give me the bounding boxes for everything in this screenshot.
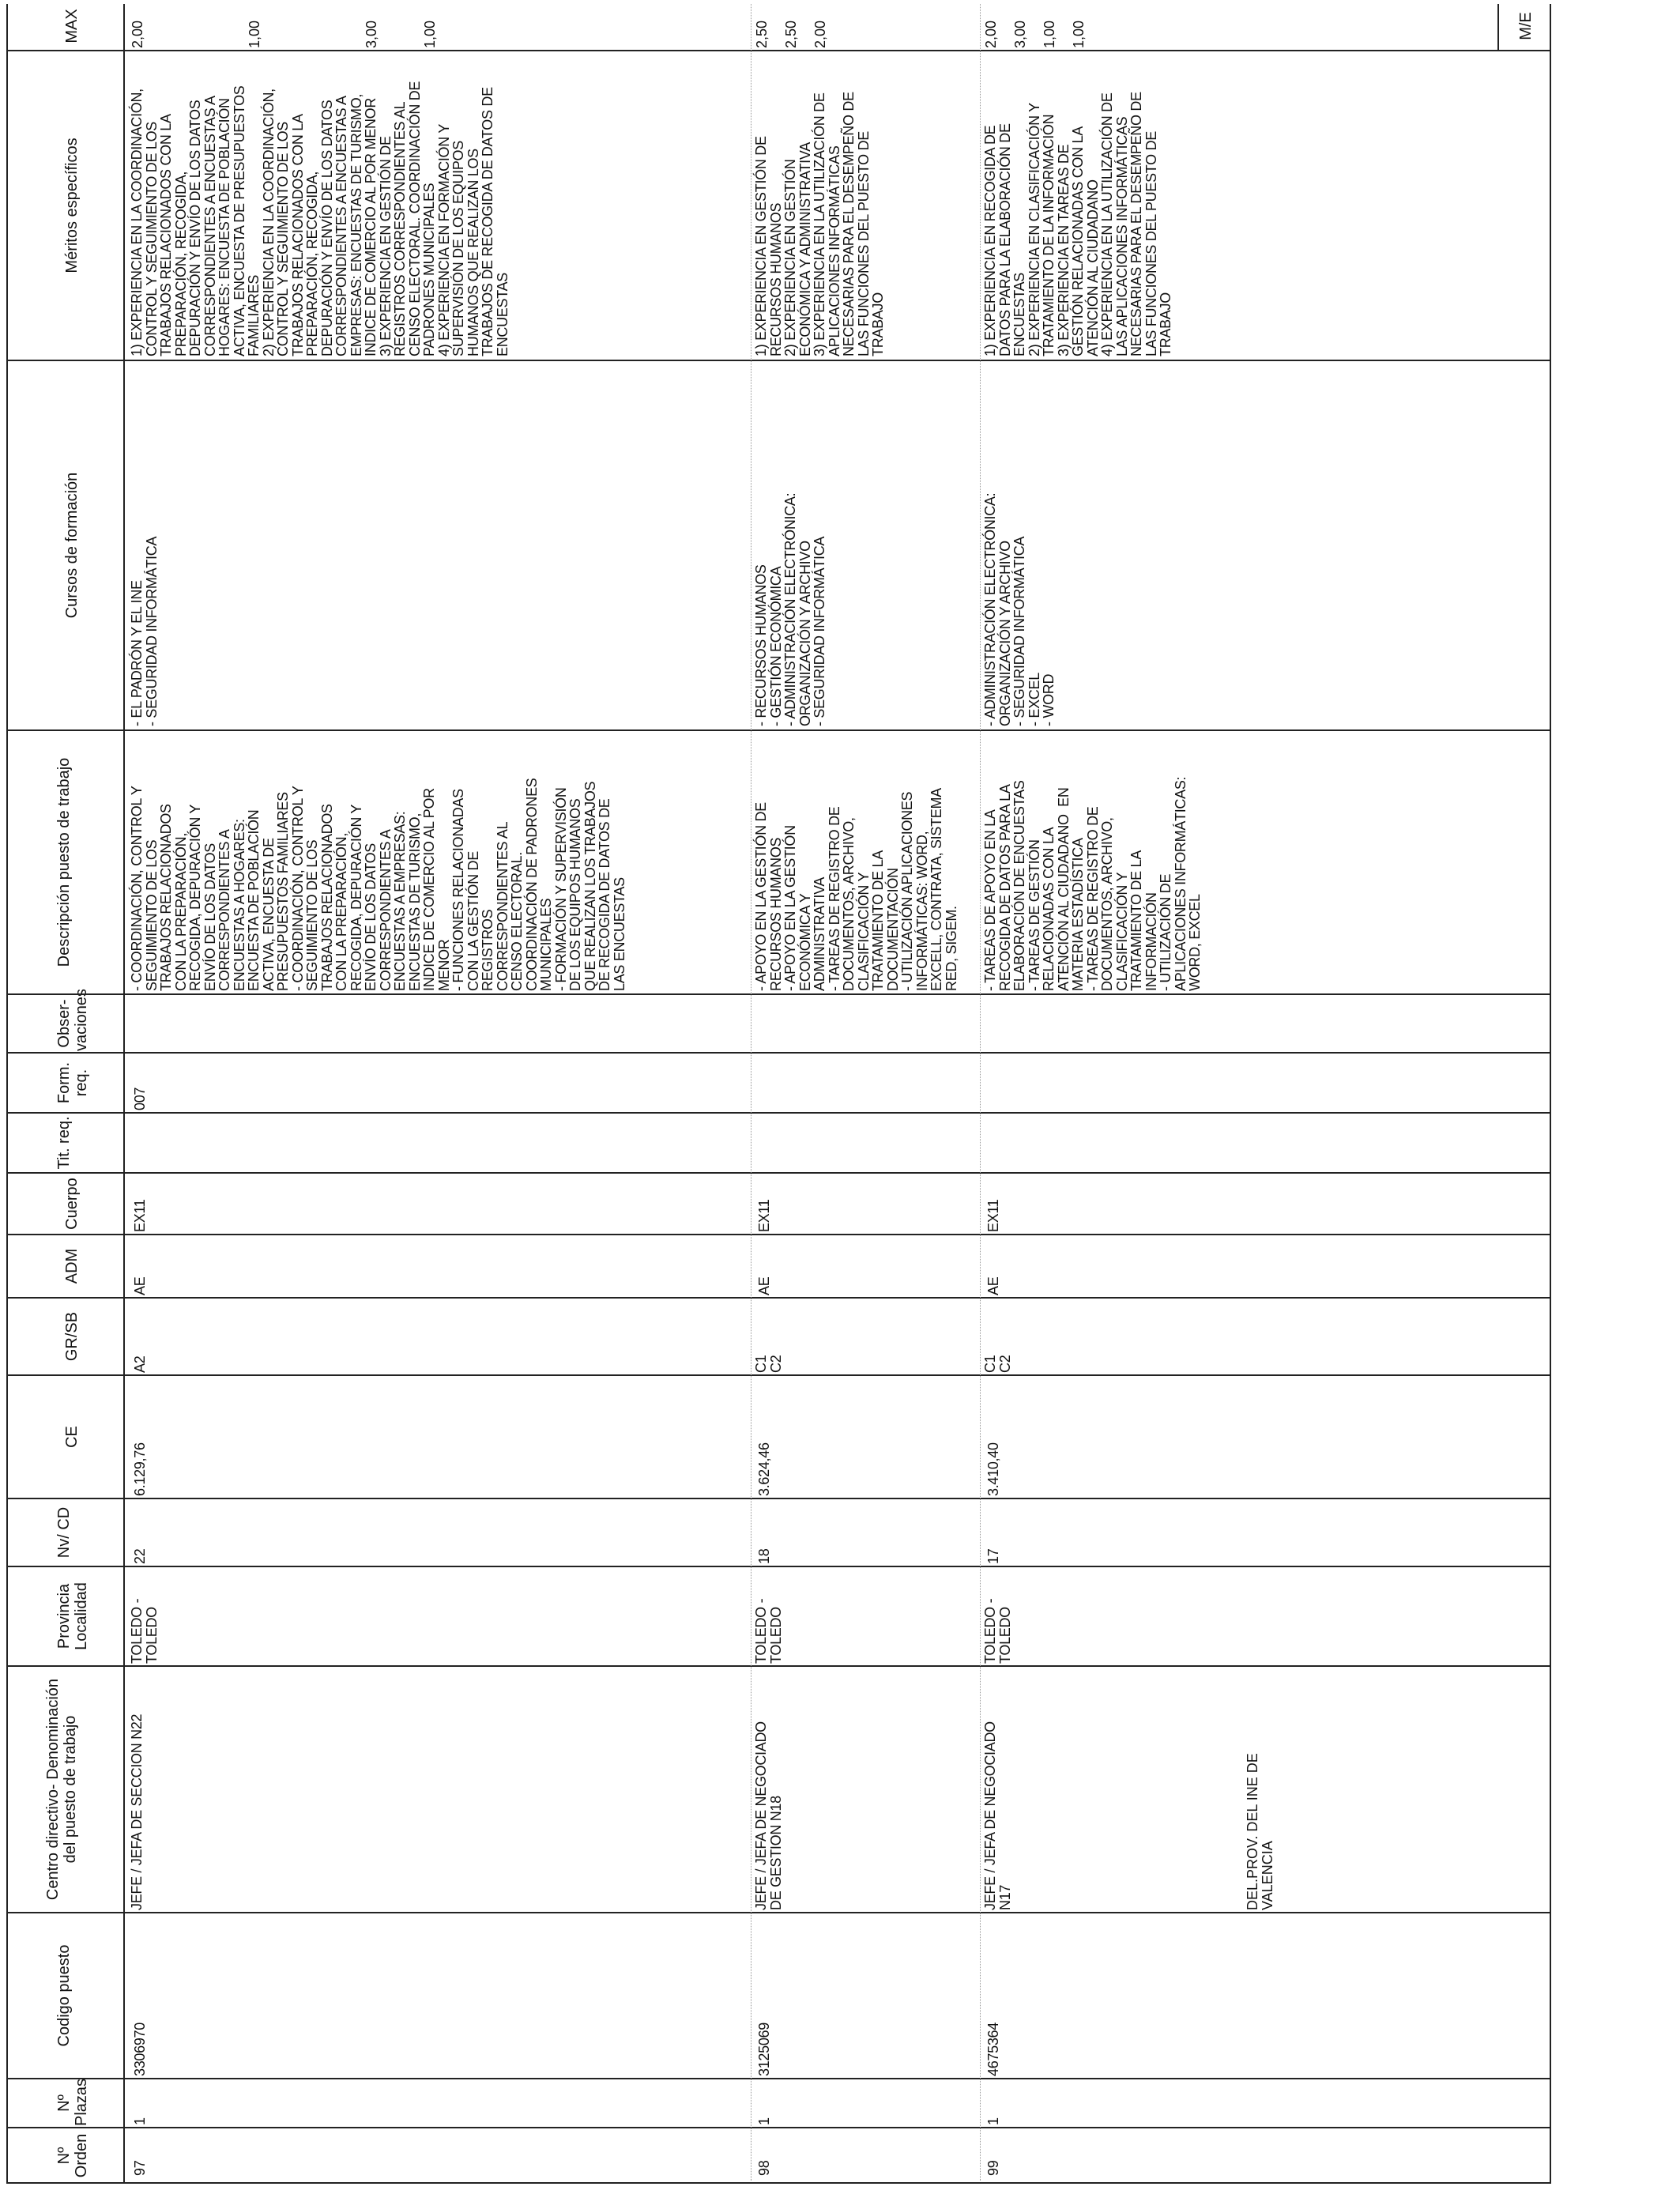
header-centro-directivo: Centro directivo- Denominación del puesto de trabajo	[44, 1678, 79, 1901]
row-98-adm: AE	[756, 1276, 772, 1295]
row-97-cursos: - EL PADRÓN Y EL INE - SEGURIDAD INFORMÁTICA	[129, 536, 160, 726]
row-99-orden: 99	[985, 2160, 1001, 2176]
table-header	[8, 4, 125, 2182]
row-97-max-1: 2,00	[130, 20, 145, 48]
row-99-descripcion: - TAREAS DE APOYO EN LA RECOGIDA DE DATOS PARA LA ELABORACIÓN DE ENCUESTAS - TAREAS DE GESTIÓN RELACIONADAS CON LA ATENCIÓN AL CIUDADANO EN MATERIA ESTADÍSTICA - TAREAS DE REGISTRO DE DOCUMENTOS, ARCHIVO, CLASIFICACIÓN Y TRATAMIENTO DE LA INFORMACIÓN - UTILIZACIÓN DE APLICACIONES INFORMÁTICAS: WORD, EXCEL	[982, 776, 1203, 991]
header-observaciones: Obser- vaciones	[55, 989, 90, 1051]
row-97-nvcd: 22	[132, 1548, 148, 1564]
header-form-req: Form. req.	[55, 1061, 90, 1104]
row-97-grsb: A2	[132, 1355, 148, 1373]
row-97-plazas: 1	[132, 2117, 148, 2125]
row-97-max-2: 1,00	[247, 20, 262, 48]
row-97-form: 007	[132, 1087, 148, 1110]
row-98-cuerpo: EX11	[756, 1199, 772, 1232]
row-98-provincia: TOLEDO - TOLEDO	[753, 1598, 784, 1664]
row-99-cuerpo: EX11	[985, 1199, 1001, 1232]
row-98-orden: 98	[756, 2160, 772, 2176]
row-97-codigo: 3306970	[132, 2022, 148, 2076]
row-97-max-4: 1,00	[422, 20, 438, 48]
row-99-max-1: 2,00	[983, 20, 999, 48]
row-98-meritos: 1) EXPERIENCIA EN GESTIÓN DE RECURSOS HUMANOS 2) EXPERIENCIA EN GESTIÓN ECONÓMICA Y ADMINISTRATIVA 3) EXPERIENCIA EN LA UTILIZACIÓN DE APLICACIONES INFORMÁTICAS NECESARIAS PARA EL DESEMPEÑO DE LAS FUNCIONES DEL PUESTO DE TRABAJO	[753, 92, 886, 356]
row-98-max-3: 2,00	[812, 20, 828, 48]
row-99-adm: AE	[985, 1276, 1001, 1295]
row-97-centro: JEFE / JEFA DE SECCION N22	[129, 1713, 145, 1910]
row-98-codigo: 3125069	[756, 2022, 772, 2076]
row-99-centro: JEFE / JEFA DE NEGOCIADO N17	[982, 1721, 1013, 1910]
header-descripcion: Descripción puesto de trabajo	[55, 757, 73, 967]
row-97-meritos: 1) EXPERIENCIA EN LA COORDINACIÓN, CONTROL Y SEGUIMIENTO DE LOS TRABAJOS RELACIONADOS CON LA PREPARACIÓN, RECOGIDA, DEPURACIÓN Y ENVÍO DE LOS DATOS CORRESPONDIENTES A ENCUESTAS A HOGARES: ENCUESTA DE POBLACIÓN ACTIVA, ENCUESTA DE PRESUPUESTOS FAMILIARES 2) EXPERIENCIA EN LA COORDINACIÓN, CONTROL Y SEGUIMIENTO DE LOS TRABAJOS RELACIONADOS CON LA PREPARACIÓN, RECOGIDA, DEPURACIÓN Y ENVÍO DE LOS DATOS CORRESPONDIENTES A ENCUESTAS A EMPRESAS: ENCUESTAS DE TURISMO, INDICE DE COMERCIO AL POR MENOR 3) EXPERIENCIA EN GESTIÓN DE REGISTROS CORRESPONDIENTES AL CENSO ELECTORAL. COORDINACIÓN DE PADRONES MUNICIPALES 4) EXPERIENCIA EN FORMACIÓN Y SUPERVISIÓN DE LOS EQUIPOS HUMANOS QUE REALIZAN LOS TRABAJOS DE RECOGIDA DE DATOS DE ENCUESTAS	[129, 81, 510, 356]
header-ce: CE	[63, 1426, 81, 1448]
row-99-max-3: 1,00	[1042, 20, 1057, 48]
header-me: M/E	[1517, 12, 1535, 40]
row-97-max-3: 3,00	[363, 20, 379, 48]
row-99-max-2: 3,00	[1012, 20, 1028, 48]
row-98-max-2: 2,50	[783, 20, 799, 48]
row-98-nvcd: 18	[756, 1548, 772, 1564]
row-97-adm: AE	[132, 1276, 148, 1295]
row-99-provincia: TOLEDO - TOLEDO	[982, 1598, 1013, 1664]
row-98-descripcion: - APOYO EN LA GESTIÓN DE RECURSOS HUMANOS - APOYO EN LA GESTIÓN ECONÓMICA Y ADMINISTRATIVA - TAREAS DE REGISTRO DE DOCUMENTOS, ARCHIVO, CLASIFICACIÓN Y TRATAMIENTO DE LA DOCUMENTACIÓN - UTILIZACIÓN APLICACIONES INFORMÁTICAS: WORD, EXCELL, CONTRATA, SISTEMA RED, SIGEM.	[753, 788, 959, 991]
header-codigo-puesto: Codigo puesto	[55, 1944, 73, 2047]
row-99-max-4: 1,00	[1071, 20, 1087, 48]
footer-center: DEL.PROV. DEL INE DE VALENCIA	[1245, 1753, 1275, 1910]
row-97-cuerpo: EX11	[132, 1199, 148, 1232]
row-98-max-1: 2,50	[754, 20, 770, 48]
header-provincia-localidad: Provincia Localidad	[55, 1582, 90, 1650]
row-97-max	[130, 4, 525, 48]
row-97-provincia: TOLEDO - TOLEDO	[129, 1598, 160, 1664]
header-n-plazas: Nº Plazas	[55, 2078, 90, 2126]
row-99-codigo: 4675364	[985, 2022, 1001, 2076]
row-99-nvcd: 17	[985, 1548, 1001, 1564]
row-97-orden: 97	[132, 2160, 148, 2176]
header-cursos: Cursos de formación	[63, 472, 81, 619]
table-frame	[6, 4, 1551, 2184]
row-98-centro: JEFE / JEFA DE NEGOCIADO DE GESTION N18	[753, 1721, 784, 1910]
row-99-plazas: 1	[985, 2117, 1001, 2125]
header-n-orden: Nº Orden	[55, 2133, 90, 2178]
header-gr-sb: GR/SB	[63, 1311, 81, 1362]
row-99-meritos: 1) EXPERIENCIA EN RECOGIDA DE DATOS PARA LA ELABORACIÓN DE ENCUESTAS 2) EXPERIENCIA EN CLASIFICACIÓN Y TRATAMIENTO DE LA INFORMACIÓN 3) EXPERIENCIA EN TAREAS DE GESTIÓN RELACIONADAS CON LA ATENCIÓN AL CIUDADANO 4) EXPERIENCIA EN LA UTILIZACIÓN DE LAS APLICACIONES INFORMÁTICAS NECESARIAS PARA EL DESEMPEÑO DE LAS FUNCIONES DEL PUESTO DE TRABAJO	[982, 92, 1173, 356]
row-97-descripcion: - COORDINACIÓN, CONTROL Y SEGUIMIENTO DE LOS TRABAJOS RELACIONADOS CON LA PREPARACIÓN, RECOGIDA, DEPURACIÓN Y ENVÍO DE LOS DATOS CORRESPONDIENTES A ENCUESTAS A HOGARES: ENCUESTA DE POBLACIÓN ACTIVA, ENCUESTA DE PRESUPUESTOS FAMILIARES - COORDINACIÓN, CONTROL Y SEGUIMIENTO DE LOS TRABAJOS RELACIONADOS CON LA PREPARACIÓN, RECOGIDA, DEPURACIÓN Y ENVÍO DE LOS DATOS CORRESPONDIENTES A ENCUESTAS A EMPRESAS: ENCUESTAS DE TURISMO, INDICE DE COMERCIO AL POR MENOR - FUNCIONES RELACIONADAS CON LA GESTIÓN DE REGISTROS CORRESPONDIENTES AL CENSO ELECTORAL. COORDINACIÓN DE PADRONES MUNICIPALES - FORMACIÓN Y SUPERVISIÓN DE LOS EQUIPOS HUMANOS QUE REALIZAN LOS TRABAJOS DE RECOGIDA DE DATOS DE LAS ENCUESTAS	[129, 778, 627, 991]
row-98-plazas: 1	[756, 2117, 772, 2125]
header-meritos: Méritos específicos	[63, 138, 81, 273]
row-98-max	[754, 4, 912, 48]
row-99-cursos: - ADMINISTRACIÓN ELECTRÓNICA: ORGANIZACIÓN Y ARCHIVO - SEGURIDAD INFORMÁTICA - EXCEL - WORD	[982, 492, 1057, 726]
header-tit-req: Tit. req.	[55, 1116, 73, 1170]
header-max: MAX	[63, 9, 81, 43]
header-nv-cd: Nv/ CD	[55, 1506, 73, 1559]
row-97-ce: 6.129,76	[132, 1442, 148, 1496]
row-98-ce: 3.624,46	[756, 1442, 772, 1496]
header-cuerpo: Cuerpo	[63, 1178, 81, 1230]
row-99-ce: 3.410,40	[985, 1442, 1001, 1496]
row-98-cursos: - RECURSOS HUMANOS - GESTIÓN ECONÓMICA - ADMINISTRACIÓN ELECTRÓNICA: ORGANIZACIÓN Y ARCHIVO - SEGURIDAD INFORMÁTICA	[753, 492, 827, 726]
row-99-max	[983, 4, 1141, 48]
header-adm: ADM	[63, 1248, 81, 1284]
row-99-grsb: C1 C2	[982, 1355, 1013, 1373]
row-98-grsb: C1 C2	[753, 1355, 784, 1373]
